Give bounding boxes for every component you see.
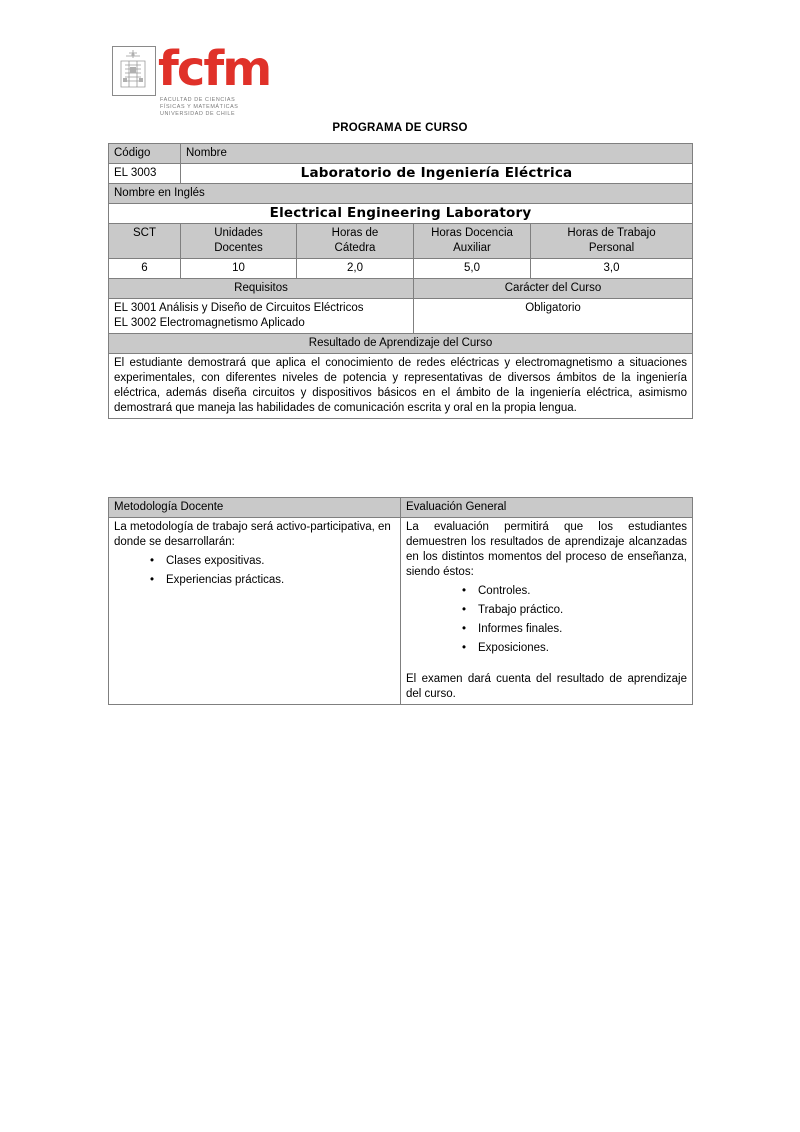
table-row [109, 144, 693, 164]
list-item: • Informes finales. [478, 620, 687, 639]
evaluacion-label: Evaluación General [401, 498, 693, 518]
list-item: • Experiencias prácticas. [166, 571, 395, 590]
evaluacion-list [406, 582, 687, 658]
course-info-table [108, 143, 693, 419]
spacer [406, 658, 687, 672]
methodology-evaluation-table [108, 497, 693, 705]
logo-wordmark: fcfm [158, 41, 271, 97]
table-row [109, 204, 693, 224]
list-item: • Controles. [478, 582, 687, 601]
header-horas-trabajo-personal: Horas de Trabajo Personal [531, 224, 693, 259]
university-seal-icon [112, 46, 156, 96]
codigo-value: EL 3003 [109, 164, 181, 184]
table-row [109, 279, 693, 299]
resultado-label: Resultado de Aprendizaje del Curso [109, 334, 693, 354]
table-row [109, 498, 693, 518]
requisito-line: EL 3002 Electromagnetismo Aplicado [114, 317, 305, 329]
table-row [109, 334, 693, 354]
caracter-label: Carácter del Curso [414, 279, 693, 299]
requisitos-label: Requisitos [109, 279, 414, 299]
evaluacion-closing: El examen dará cuenta del resultado de aprendizaje del curso. [406, 673, 687, 700]
fcfm-logo [108, 41, 271, 120]
table-row [109, 299, 693, 334]
table-row [109, 354, 693, 419]
header-horas-auxiliar: Horas Docencia Auxiliar [414, 224, 531, 259]
value-unidades-docentes: 10 [181, 259, 297, 279]
nombre-value: Laboratorio de Ingeniería Eléctrica [181, 164, 693, 184]
value-horas-trabajo-personal: 3,0 [531, 259, 693, 279]
table-row [109, 164, 693, 184]
metodologia-label: Metodología Docente [109, 498, 401, 518]
value-horas-catedra: 2,0 [297, 259, 414, 279]
list-item: • Trabajo práctico. [478, 601, 687, 620]
metodologia-list [114, 552, 395, 590]
evaluacion-text: La evaluación permitirá que los estudiantes demuestren los resultados de aprendizaje alcanzadas en los distintos momentos del proceso de enseñanza, siendo éstos: [406, 521, 687, 578]
requisito-line: EL 3001 Análisis y Diseño de Circuitos Eléctricos [114, 302, 364, 314]
table-row [109, 259, 693, 279]
header-horas-catedra: Horas de Cátedra [297, 224, 414, 259]
nombre-ingles-label: Nombre en Inglés [109, 184, 693, 204]
metodologia-text: La metodología de trabajo será activo-participativa, en donde se desarrollarán: [114, 521, 391, 548]
resultado-text: El estudiante demostrará que aplica el conocimiento de redes eléctricas y electromagnetismo a situaciones experimentales, con diferentes niveles de potencia y representativas de diversos ámbitos de la ingeniería eléctrica, además diseña circuitos y dispositivos básicos en el ámbito de la ingeniería eléctrica, asimismo demostrará que maneja las habilidades de comunicación escrita y oral en la propia lengua. [109, 354, 693, 419]
nombre-ingles-value: Electrical Engineering Laboratory [109, 204, 693, 224]
caracter-value: Obligatorio [414, 299, 693, 334]
value-sct: 6 [109, 259, 181, 279]
table-row [109, 518, 693, 705]
page-title: PROGRAMA DE CURSO [332, 122, 468, 134]
logo-subtitle: FACULTAD DE CIENCIAS FÍSICAS Y MATEMÁTICAS UNIVERSIDAD DE CHILE [160, 97, 239, 117]
header-sct: SCT [109, 224, 181, 259]
requisitos-value [109, 299, 414, 334]
list-item: • Exposiciones. [478, 639, 687, 658]
nombre-label: Nombre [181, 144, 693, 164]
table-row [109, 184, 693, 204]
list-item: • Clases expositivas. [166, 552, 395, 571]
header-unidades-docentes: Unidades Docentes [181, 224, 297, 259]
evaluacion-content [401, 518, 693, 705]
codigo-label: Código [109, 144, 181, 164]
value-horas-auxiliar: 5,0 [414, 259, 531, 279]
metodologia-content [109, 518, 401, 705]
table-row [109, 224, 693, 259]
